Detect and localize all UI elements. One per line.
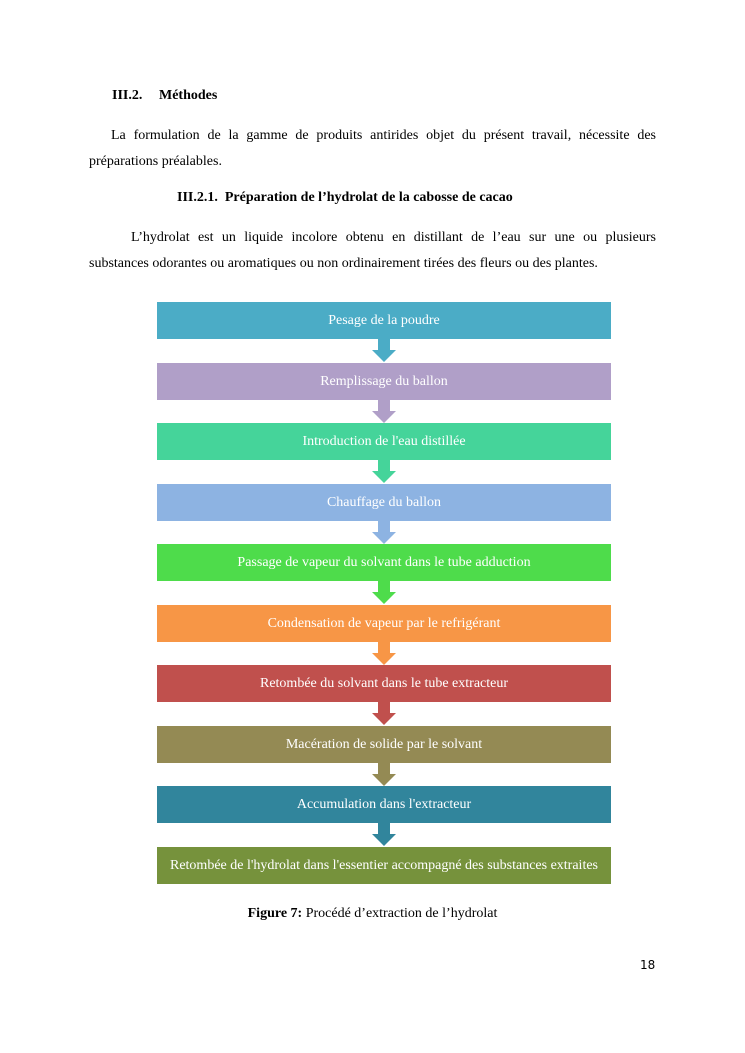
flow-step xyxy=(157,302,611,339)
subsection-number: III.2.1. xyxy=(177,190,218,205)
flow-arrow-icon xyxy=(372,338,396,364)
flow-arrow-icon xyxy=(372,459,396,485)
figure-caption xyxy=(0,906,745,922)
flow-step xyxy=(157,484,611,521)
flow-arrow-icon xyxy=(372,762,396,788)
flow-step xyxy=(157,423,611,460)
flow-step xyxy=(157,605,611,642)
flow-step-label: Retombée du solvant dans le tube extracteur xyxy=(259,675,509,691)
figure-label: Figure 7: xyxy=(247,906,303,921)
flow-step-label: Accumulation dans l'extracteur xyxy=(296,796,472,812)
flow-step xyxy=(157,665,611,702)
section-title: Méthodes xyxy=(159,88,218,103)
flow-step xyxy=(157,847,611,884)
subsection-title: Préparation de l’hydrolat de la cabosse de cacao xyxy=(224,190,513,205)
subsection-heading xyxy=(177,190,513,206)
flow-step xyxy=(157,726,611,763)
page-number: 18 xyxy=(640,958,656,972)
flow-step-label: Macération de solide par le solvant xyxy=(285,736,483,752)
flow-arrow-icon xyxy=(372,520,396,546)
hydrolat-paragraph: L’hydrolat est un liquide incolore obtenu en distillant de l’eau sur une ou plusieurs substances odorantes ou aromatiques ou non ordinairement tirées des fleurs ou des plantes. xyxy=(89,230,656,271)
flow-arrow-icon xyxy=(372,822,396,848)
figure-caption-text: Procédé d’extraction de l’hydrolat xyxy=(302,906,498,921)
flow-step-label: Condensation de vapeur par le refrigérant xyxy=(267,615,501,631)
flow-arrow-icon xyxy=(372,701,396,727)
intro-paragraph: La formulation de la gamme de produits antirides objet du présent travail, nécessite des préparations préalables. xyxy=(89,128,656,169)
flow-arrow-icon xyxy=(372,580,396,606)
flow-step-label: Retombée de l'hydrolat dans l'essentier accompagné des substances extraites xyxy=(169,857,598,873)
flow-step-label: Chauffage du ballon xyxy=(326,494,442,510)
flow-step xyxy=(157,786,611,823)
flow-step xyxy=(157,544,611,581)
flow-arrow-icon xyxy=(372,399,396,425)
flow-step-label: Remplissage du ballon xyxy=(320,373,448,389)
section-number: III.2. xyxy=(112,88,143,103)
flow-arrow-icon xyxy=(372,641,396,667)
flow-step-label: Passage de vapeur du solvant dans le tube adduction xyxy=(237,554,531,570)
flow-step-label: Introduction de l'eau distillée xyxy=(302,433,466,449)
section-heading xyxy=(112,88,217,104)
flow-step xyxy=(157,363,611,400)
flow-step-label: Pesage de la poudre xyxy=(328,312,440,328)
